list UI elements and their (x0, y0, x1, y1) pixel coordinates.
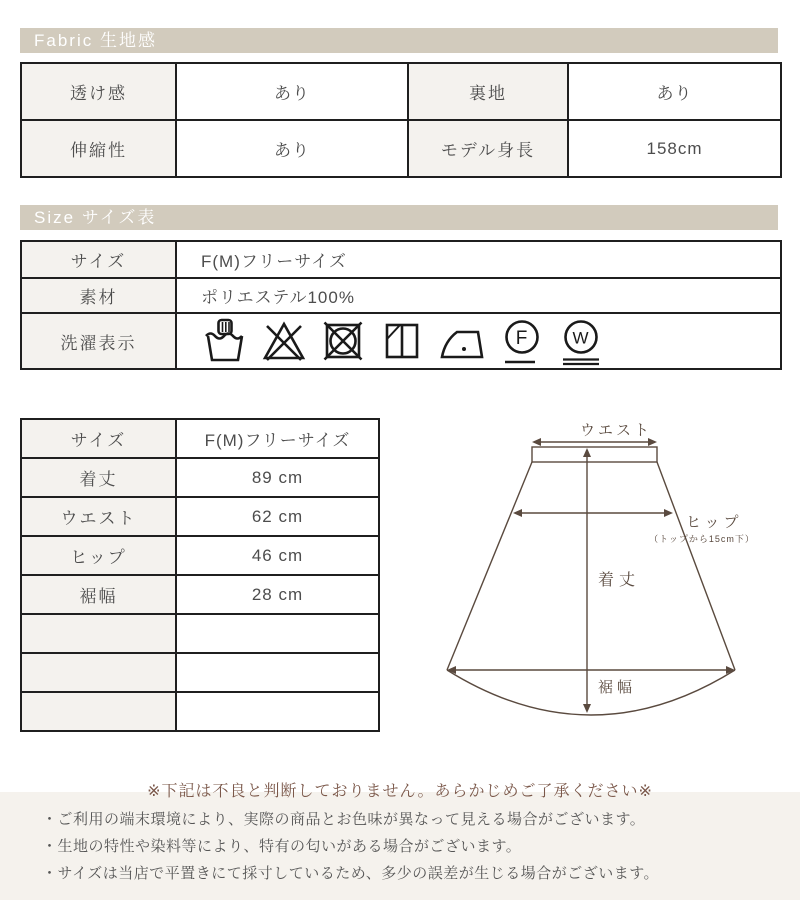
size-info-value: ポリエステル100% (176, 278, 781, 313)
table-row (21, 692, 379, 731)
diagram-hip-note: （トップから15cm下） (649, 534, 755, 544)
table-row (21, 497, 379, 536)
fabric-label: 裏地 (408, 63, 568, 120)
table-row (21, 653, 379, 692)
table-row (21, 313, 781, 369)
hand-wash-icon (201, 316, 249, 366)
arrowheads (447, 438, 735, 713)
table-row (21, 419, 379, 458)
size-info-label: サイズ (21, 241, 176, 278)
disclaimer-heading: ※下記は不良と判断しておりません。あらかじめご了承ください※ (147, 783, 653, 800)
meas-value: F(M)フリーサイズ (176, 419, 379, 458)
fabric-label: モデル身長 (408, 120, 568, 177)
fabric-label: 透け感 (21, 63, 176, 120)
iron-low-heat-icon (437, 316, 487, 366)
meas-label: ヒップ (21, 536, 176, 575)
table-row (21, 614, 379, 653)
fabric-value: あり (176, 120, 408, 177)
meas-value: 28 cm (176, 575, 379, 614)
meas-value (176, 653, 379, 692)
meas-label: ウエスト (21, 497, 176, 536)
measurements-table (20, 418, 380, 732)
meas-label: 裾幅 (21, 575, 176, 614)
fabric-value: あり (568, 63, 781, 120)
laundry-care-icons (201, 316, 779, 366)
diagram-length-label: 着丈 (598, 572, 641, 589)
size-info-value: F(M)フリーサイズ (176, 241, 781, 278)
size-info-table (20, 240, 782, 370)
wet-clean-letter: W (572, 328, 590, 348)
disclaimer-item: ・生地の特性や染料等により、特有の匂いがある場合がございます。 (42, 838, 522, 855)
care-symbols-label: 洗濯表示 (21, 313, 176, 369)
disclaimer-item: ・サイズは当店で平置きにて採寸しているため、多少の誤差が生じる場合がございます。 (42, 865, 660, 882)
fabric-label: 伸縮性 (21, 120, 176, 177)
disclaimer-item: ・ご利用の端末環境により、実際の商品とお色味が異なって見える場合がございます。 (42, 811, 646, 828)
do-not-bleach-icon (260, 316, 308, 366)
disclaimer-list (42, 806, 659, 887)
size-section-header: Size サイズ表 (20, 205, 778, 230)
meas-label: 着丈 (21, 458, 176, 497)
meas-value: 89 cm (176, 458, 379, 497)
meas-label (21, 614, 176, 653)
table-row (21, 458, 379, 497)
size-info-label: 素材 (21, 278, 176, 313)
line-dry-shade-icon (378, 316, 426, 366)
skirt-measurement-diagram (430, 415, 800, 745)
meas-value (176, 692, 379, 731)
diagram-hem-label: 裾幅 (598, 679, 637, 696)
table-row (21, 278, 781, 313)
meas-value: 62 cm (176, 497, 379, 536)
dry-clean-letter: F (515, 328, 529, 349)
table-row (21, 536, 379, 575)
table-row (21, 120, 781, 177)
care-symbols-cell (176, 313, 781, 369)
meas-label (21, 692, 176, 731)
meas-label: サイズ (21, 419, 176, 458)
fabric-table (20, 62, 782, 178)
table-row (21, 63, 781, 120)
fabric-section-header: Fabric 生地感 (20, 28, 778, 53)
fabric-value: あり (176, 63, 408, 120)
dry-clean-f-icon (498, 316, 546, 366)
do-not-tumble-dry-icon (319, 316, 367, 366)
wet-clean-w-icon (557, 316, 605, 366)
meas-label (21, 653, 176, 692)
notes-footer (0, 792, 800, 900)
fabric-value: 158cm (568, 120, 781, 177)
diagram-waist-label: ウエスト (579, 422, 653, 439)
table-row (21, 241, 781, 278)
meas-value (176, 614, 379, 653)
diagram-hip-label: ヒップ (686, 514, 743, 531)
table-row (21, 575, 379, 614)
meas-value: 46 cm (176, 536, 379, 575)
